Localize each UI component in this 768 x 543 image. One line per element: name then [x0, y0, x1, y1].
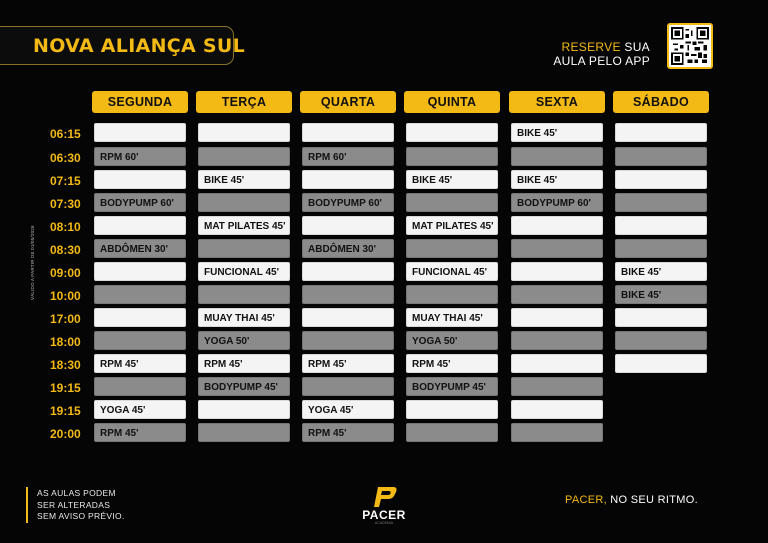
class-label: BODYPUMP 60': [308, 198, 382, 209]
schedule-cell: [198, 170, 290, 189]
schedule-cell: [198, 400, 290, 419]
class-label: BODYPUMP 45': [412, 382, 486, 393]
schedule-cell: [94, 123, 186, 142]
pacer-logo-icon: [369, 486, 399, 508]
schedule-cell: [94, 216, 186, 235]
class-label: ABDÔMEN 30': [100, 244, 168, 255]
schedule-cell: [511, 262, 603, 281]
schedule-cell: [302, 285, 394, 304]
slogan-rest: NO SEU RITMO.: [606, 494, 698, 506]
schedule-cell: [198, 377, 290, 396]
schedule-cell: [302, 354, 394, 373]
class-label: YOGA 50': [412, 336, 458, 347]
qr-code-icon[interactable]: [667, 23, 713, 69]
schedule-cell: [511, 285, 603, 304]
schedule-cell: [511, 123, 603, 142]
time-label: 19:15: [50, 404, 81, 418]
schedule-cell: [615, 354, 707, 373]
schedule-cell: [302, 147, 394, 166]
class-label: BODYPUMP 45': [204, 382, 278, 393]
schedule-cell: [94, 308, 186, 327]
class-label: BODYPUMP 60': [517, 198, 591, 209]
schedule-cell: [94, 354, 186, 373]
reserve-text: [520, 40, 650, 68]
time-label: 18:00: [50, 335, 81, 349]
class-label: YOGA 45': [308, 405, 354, 416]
schedule-cell: [198, 123, 290, 142]
schedule-cell: [615, 285, 707, 304]
schedule-cell: [406, 331, 498, 350]
class-label: BIKE 45': [621, 267, 662, 278]
class-label: BIKE 45': [412, 175, 453, 186]
schedule-cell: [198, 262, 290, 281]
schedule-cell: [94, 377, 186, 396]
schedule-cell: [198, 331, 290, 350]
notice-line: SER ALTERADAS: [37, 499, 111, 510]
schedule-cell: [406, 123, 498, 142]
schedule-cell: [198, 216, 290, 235]
schedule-cell: [302, 423, 394, 442]
day-header: QUARTA: [300, 91, 396, 113]
schedule-cell: [302, 170, 394, 189]
time-label: 09:00: [50, 266, 81, 280]
schedule-cell: [615, 308, 707, 327]
schedule-cell: [615, 123, 707, 142]
reserve-line1-rest: SUA: [620, 40, 650, 54]
schedule-cell: [511, 147, 603, 166]
time-label: 17:00: [50, 312, 81, 326]
schedule-cell: [406, 377, 498, 396]
slogan-highlight: PACER,: [565, 494, 607, 506]
schedule-cell: [198, 308, 290, 327]
schedule-cell: [198, 285, 290, 304]
day-header: SEGUNDA: [92, 91, 188, 113]
class-label: MUAY THAI 45': [412, 313, 483, 324]
schedule-cell: [406, 216, 498, 235]
schedule-cell: [406, 423, 498, 442]
validity-note: VÁLIDO A PARTIR DE 01/05/2026: [30, 225, 35, 300]
schedule-cell: [94, 262, 186, 281]
schedule-cell: [94, 400, 186, 419]
class-label: BIKE 45': [517, 175, 558, 186]
class-label: FUNCIONAL 45': [204, 267, 279, 278]
schedule-cell: [302, 400, 394, 419]
class-label: FUNCIONAL 45': [412, 267, 487, 278]
schedule-cell: [302, 193, 394, 212]
schedule-cell: [406, 308, 498, 327]
logo-name: PACER: [362, 508, 406, 522]
time-label: 08:10: [50, 220, 81, 234]
schedule-cell: [615, 262, 707, 281]
notice-accent-bar: [26, 487, 28, 523]
class-label: MAT PILATES 45': [412, 221, 494, 232]
schedule-cell: [94, 170, 186, 189]
time-label: 10:00: [50, 289, 81, 303]
schedule-cell: [615, 239, 707, 258]
class-label: RPM 45': [412, 359, 451, 370]
schedule-cell: [94, 331, 186, 350]
reserve-highlight: RESERVE: [561, 40, 621, 54]
schedule-cell: [511, 400, 603, 419]
schedule-cell: [511, 239, 603, 258]
time-label: 18:30: [50, 358, 81, 372]
schedule-cell: [511, 331, 603, 350]
class-label: YOGA 45': [100, 405, 146, 416]
class-label: RPM 45': [204, 359, 243, 370]
schedule-cell: [406, 170, 498, 189]
schedule-cell: [302, 377, 394, 396]
schedule-cell: [511, 423, 603, 442]
schedule-cell: [615, 216, 707, 235]
day-header: SÁBADO: [613, 91, 709, 113]
schedule-cell: [94, 285, 186, 304]
class-label: RPM 60': [100, 152, 139, 163]
schedule-cell: [406, 400, 498, 419]
class-label: ABDÔMEN 30': [308, 244, 376, 255]
reserve-line2: AULA PELO APP: [553, 54, 650, 68]
schedule-cell: [198, 354, 290, 373]
schedule-cell: [94, 423, 186, 442]
class-label: MAT PILATES 45': [204, 221, 286, 232]
time-label: 07:15: [50, 174, 81, 188]
time-label: 07:30: [50, 197, 81, 211]
schedule-cell: [511, 308, 603, 327]
schedule-cell: [615, 170, 707, 189]
schedule-cell: [406, 262, 498, 281]
schedule-cell: [406, 354, 498, 373]
class-label: RPM 45': [100, 428, 139, 439]
schedule-cell: [198, 147, 290, 166]
day-header: QUINTA: [404, 91, 500, 113]
schedule-cell: [511, 354, 603, 373]
schedule-cell: [302, 262, 394, 281]
class-label: RPM 45': [100, 359, 139, 370]
schedule-cell: [511, 170, 603, 189]
schedule-cell: [302, 331, 394, 350]
schedule-cell: [406, 239, 498, 258]
schedule-cell: [406, 285, 498, 304]
notice-line: AS AULAS PODEM: [37, 488, 116, 498]
time-label: 08:30: [50, 243, 81, 257]
schedule-cell: [94, 193, 186, 212]
time-label: 06:30: [50, 151, 81, 165]
schedule-cell: [615, 193, 707, 212]
schedule-cell: [198, 239, 290, 258]
notice-line: SEM AVISO PRÉVIO.: [37, 511, 125, 521]
class-label: YOGA 50': [204, 336, 250, 347]
schedule-cell: [511, 216, 603, 235]
notice-text: [37, 488, 125, 523]
schedule-cell: [198, 193, 290, 212]
class-label: RPM 60': [308, 152, 347, 163]
schedule-cell: [615, 331, 707, 350]
schedule-cell: [406, 147, 498, 166]
page-title: NOVA ALIANÇA SUL: [33, 35, 246, 57]
day-header: TERÇA: [196, 91, 292, 113]
schedule-cell: [615, 147, 707, 166]
schedule-cell: [94, 239, 186, 258]
schedule-cell: [302, 216, 394, 235]
schedule-cell: [198, 423, 290, 442]
class-label: RPM 45': [308, 428, 347, 439]
schedule-cell: [302, 123, 394, 142]
time-label: 20:00: [50, 427, 81, 441]
time-label: 19:15: [50, 381, 81, 395]
class-label: BIKE 45': [517, 128, 558, 139]
logo-subtitle: ACADEMIA: [374, 521, 394, 525]
day-header: SEXTA: [509, 91, 605, 113]
schedule-cell: [511, 377, 603, 396]
class-label: BODYPUMP 60': [100, 198, 174, 209]
class-label: MUAY THAI 45': [204, 313, 275, 324]
schedule-cell: [302, 308, 394, 327]
class-label: RPM 45': [308, 359, 347, 370]
schedule-cell: [302, 239, 394, 258]
class-label: BIKE 45': [204, 175, 245, 186]
schedule-cell: [406, 193, 498, 212]
class-label: BIKE 45': [621, 290, 662, 301]
slogan: [565, 494, 698, 506]
time-label: 06:15: [50, 127, 81, 141]
schedule-cell: [94, 147, 186, 166]
schedule-cell: [511, 193, 603, 212]
